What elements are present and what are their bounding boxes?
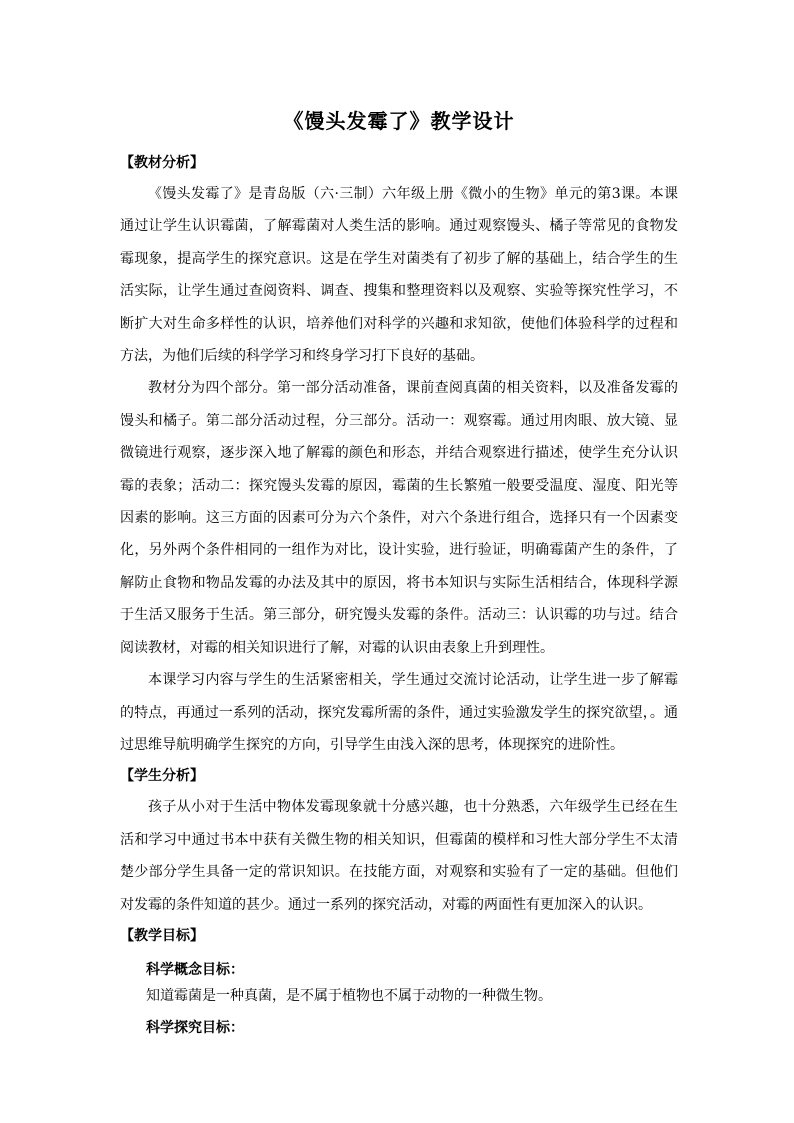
section-heading-student-analysis: 【学生分析】 [120, 768, 204, 785]
paragraph: 教材分为四个部分。第一部分活动准备，课前查阅真菌的相关资料，以及准备发霉的馒头和橘子。第二部分活动过程，分三部分。活动一：观察霉。通过用肉眼、放大镜、显微镜进行观察，逐步深入地了解霉的颜色和形态，并结合观察进行描述，使学生充分认识霉的表象；活动二：探究馒头发霉的原因，霉菌的生长繁殖一般要受温度、湿度、阳光等因素的影响。这三方面的因素可分为六个条件，对六个条进行组合，选择只有一个因素变化，另外两个条件相同的一组作为对比，设计实验，进行验证，明确霉菌产生的条件，了解防止食物和物品发霉的办法及其中的原因，将书本知识与实际生活相结合，体现科学源于生活又服务于生活。第三部分，研究馒头发霉的条件。活动三：认识霉的功与过。结合阅读教材，对霉的相关知识进行了解，对霉的认识由表象上升到理性。 [120, 380, 678, 656]
section-heading-textbook-analysis: 【教材分析】 [120, 155, 204, 171]
section-textbook-analysis [120, 148, 678, 761]
paragraph: 孩子从小对于生活中物体发霉现象就十分感兴趣，也十分熟悉，六年级学生已经在生活和学习中通过书本中获有关微生物的相关知识，但霉菌的模样和习性大部分学生不太清楚少部分学生具备一定的常识知识。在技能方面，对观察和实验有了一定的基础。但他们对发霉的条件知道的甚少。通过一系列的探究活动，对霉的两面性有更加深入的认识。 [120, 799, 678, 913]
document-body [120, 105, 678, 1041]
paragraph: 《馒头发霉了》是青岛版（六·三制）六年级上册《微小的生物》单元的第3课。本课通过让学生认识霉菌，了解霉菌对人类生活的影响。通过观察馒头、橘子等常见的食物发霉现象，提高学生的探究意识。这是在学生对菌类有了初步了解的基础上，结合学生的生活实际，让学生通过查阅资料、调查、搜集和整理资料以及观察、实验等探究性学习，不断扩大对生命多样性的认识，培养他们对科学的兴趣和求知欲，使他们体验科学的过程和方法，为他们后续的科学学习和终身学习打下良好的基础。 [120, 186, 678, 365]
section-heading-teaching-goals: 【教学目标】 [120, 927, 204, 944]
concept-goal-heading: 科学概念目标： [146, 961, 244, 978]
document-title: 《馒头发霉了》教学设计 [283, 109, 515, 133]
section-teaching-goals [120, 921, 678, 1041]
section-student-analysis [120, 761, 678, 921]
paragraph: 本课学习内容与学生的生活紧密相关，学生通过交流讨论活动，让学生进一步了解霉的特点，再通过一系列的活动，探究发霉所需的条件，通过实验激发学生的探究欲望，。通过思维导航明确学生探究的方向，引导学生由浅入深的思考，体现探究的进阶性。 [120, 672, 678, 753]
inquiry-goal-heading: 科学探究目标： [146, 1019, 244, 1036]
concept-goal-text: 知道霉菌是一种真菌，是不属于植物也不属于动物的一种微生物。 [146, 987, 552, 1004]
